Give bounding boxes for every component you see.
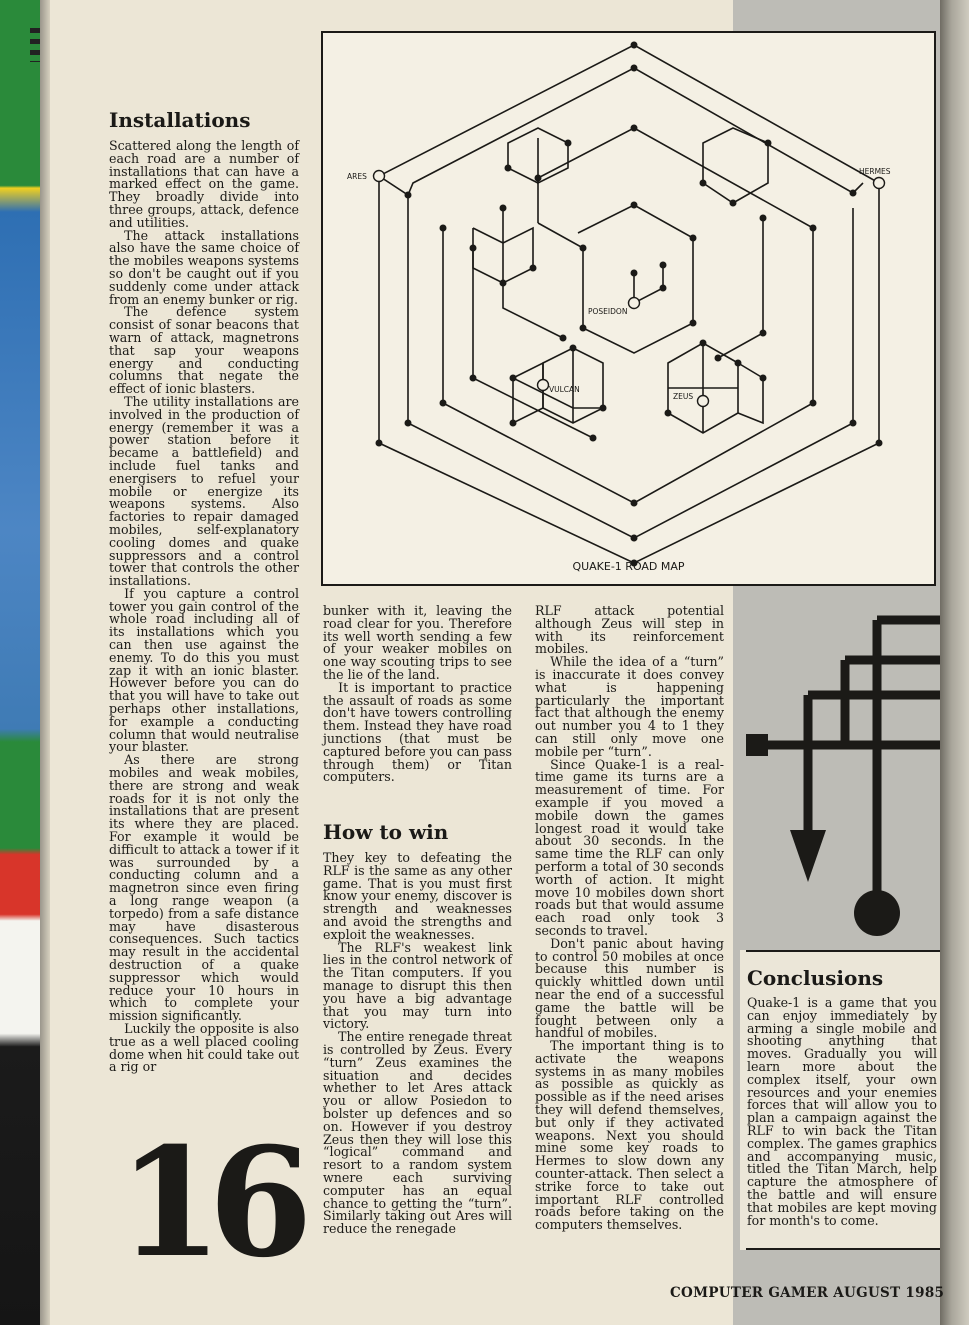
road-map-caption: QUAKE-1 ROAD MAP (572, 560, 685, 573)
arrow-down-icon (790, 830, 826, 882)
installations-para-1: Scattered along the length of each road are a number of installations that can have a marked effect on the game. They broadly divide into three groups, attack, defence and utilities. (109, 138, 299, 230)
how-to-win-heading: How to win (323, 820, 449, 844)
conclusions-top-rule (746, 950, 940, 952)
map-label-vulcan: VULCAN (549, 385, 580, 394)
installations-heading: Installations (109, 108, 251, 132)
road-arrow-graphic (740, 600, 940, 945)
middle-column-top (323, 605, 512, 784)
right-para-1: RLF attack potential although Zeus will step in with its reinforcement mobiles. (535, 603, 724, 657)
road-block-right (703, 128, 768, 203)
right-para-2: While the idea of a “turn” is inaccurate it does convey what is happening particularly the important fact that although the enemy out number you 4 to 1 they can still only move one mobile per “turn”. (535, 654, 724, 759)
installations-para-3: The defence system consist of sonar beacons that warn of attack, magnetrons that sap your weapons energy and conducting columns that negate the effect of ionic blasters. (109, 304, 299, 397)
installations-para-7: Luckily the opposite is also true as a well placed cooling dome when hit could take out a rig or (109, 1020, 299, 1075)
computer-base-markers (374, 171, 885, 407)
conclusions-column (747, 997, 937, 1227)
spine-shadow (40, 0, 50, 1325)
middle-column-bottom (323, 852, 512, 1236)
conclusions-bottom-rule (746, 1248, 940, 1250)
road-ring-2 (379, 68, 863, 195)
road-map-drawing (323, 33, 934, 584)
map-label-poseidon: POSEIDON (588, 307, 628, 316)
road-end-circle-icon (854, 890, 900, 936)
map-label-zeus: ZEUS (673, 392, 694, 401)
installations-para-5: If you capture a control tower you gain control of the whole road including all of its installations which you can then use against the enemy. To do this you must zap it with an ionic blaster. However before you can do that you will have to take out perhaps other installations, for example a conducting column that would neutralise your blaster. (109, 585, 299, 755)
conclusions-para-1: Quake-1 is a game that you can enjoy immediately by arming a single mobile and shooting anything that moves. Gradually you will learn more about the complex itself, your own resources and your enemies forces that will allow you to plan a campaign against the RLF to win back the Titan complex. The games graphics and accompanying music, titled the Titan March, help capture the atmosphere of the battle and will ensure that mobiles are kept moving for month's to come. (747, 995, 937, 1228)
conclusions-heading: Conclusions (747, 966, 884, 990)
page-edge (940, 0, 969, 1325)
road-spiral-1 (443, 128, 813, 503)
right-para-4: Don't panic about having to control 50 mobiles at once because this number is quickly whittled down until near the end of a successful game the battle will be fought between only a handful of mobiles. (535, 935, 724, 1041)
middle-para-5: The entire renegade threat is controlled by Zeus. Every “turn” Zeus examines the situation and decides whether to let Ares attack you or allow Posiedon to bolster up defences and so on. However if you destroy Zeus then they will lose this “logical” command and resort to a random system wnere each surviving computer has an equal chance to getting the “turn”. Similarly taking out Ares will reduce the renegade (323, 1029, 512, 1237)
right-para-5: The important thing is to activate the weapons systems in as many mobiles as possible as quickly as possible as if the need arises they will defend themselves, but only if they activated weapons. Next you should mine some key roads to Hermes to slow down any counter-attack. Then select a strike force to take out important RLF controlled roads before taking on the computers themselves. (535, 1038, 724, 1233)
page-number: 16 (118, 1115, 299, 1291)
road-spiral-core (634, 265, 663, 303)
map-label-ares: ARES (347, 172, 367, 181)
middle-para-3: They key to defeating the RLF is the same as any other game. That is you must first know your enemy, discover is strength and weaknesses and avoid the strengths and exploit the weaknesses. (323, 850, 512, 942)
installations-para-6: As there are strong mobiles and weak mobiles, there are strong and weak roads for it is not only the installations that are present its where they are placed. For example it would be difficult to attack a tower if it was surrounded by a conducting column and a magnetron since even firing a long range weapon (a torpedo) from a safe distance may have disasterous consequences. Such tactics may result in the accidental destruction of a quake suppressor which would reduce your 10 hours in which to complete your mission significantly. (109, 752, 299, 1024)
road-zeus-wing (738, 363, 763, 423)
road-spiral-4 (718, 218, 763, 358)
road-start-square-icon (746, 734, 768, 756)
right-column (535, 605, 724, 1232)
middle-para-4: The RLF's weakest link lies in the control network of the Titan computers. If you manage to disrupt this then you have a big advantage that you may turn into victory. (323, 939, 512, 1032)
road-spiral-3 (538, 205, 693, 353)
map-label-hermes: HERMES (859, 167, 891, 176)
road-map-figure (321, 31, 936, 586)
middle-para-1: bunker with it, leaving the road clear for you. Therefore its well worth sending a few of your weaker mobiles on one way scouting trips to see the lie of the land. (323, 603, 512, 682)
installations-para-4: The utility installations are involved in the production of energy (remember it was a power station before it became a battlefield) and include fuel tanks and energisers to refuel your mobile or energize its weapons systems. Also factories to repair damaged mobiles, self-explanatory cooling domes and quake suppressors and a control tower that controls the other installations. (109, 393, 299, 589)
middle-para-2: It is important to practice the assault of roads as some don't have towers controlling them. Instead they have road junctions (that must be captured before you can pass through them) or Titan computers. (323, 679, 512, 785)
magazine-footer: COMPUTER GAMER AUGUST 1985 (670, 1285, 945, 1301)
right-para-3: Since Quake-1 is a real-time game its turns are a measurement of time. For example if you moved a mobile down the games longest road it would take about 30 seconds. In the same time the RLF can only perform a total of 30 seconds worth of action. It might move 10 mobiles down short roads but that would assume each road only took 3 seconds to travel. (535, 756, 724, 938)
installations-para-2: The attack installations also have the same choice of the mobiles weapons systems so don't be caught out if you suddenly come under attack from an enemy bunker or rig. (109, 227, 299, 307)
installations-column (109, 140, 299, 1074)
magazine-spine-strip (0, 0, 40, 1325)
